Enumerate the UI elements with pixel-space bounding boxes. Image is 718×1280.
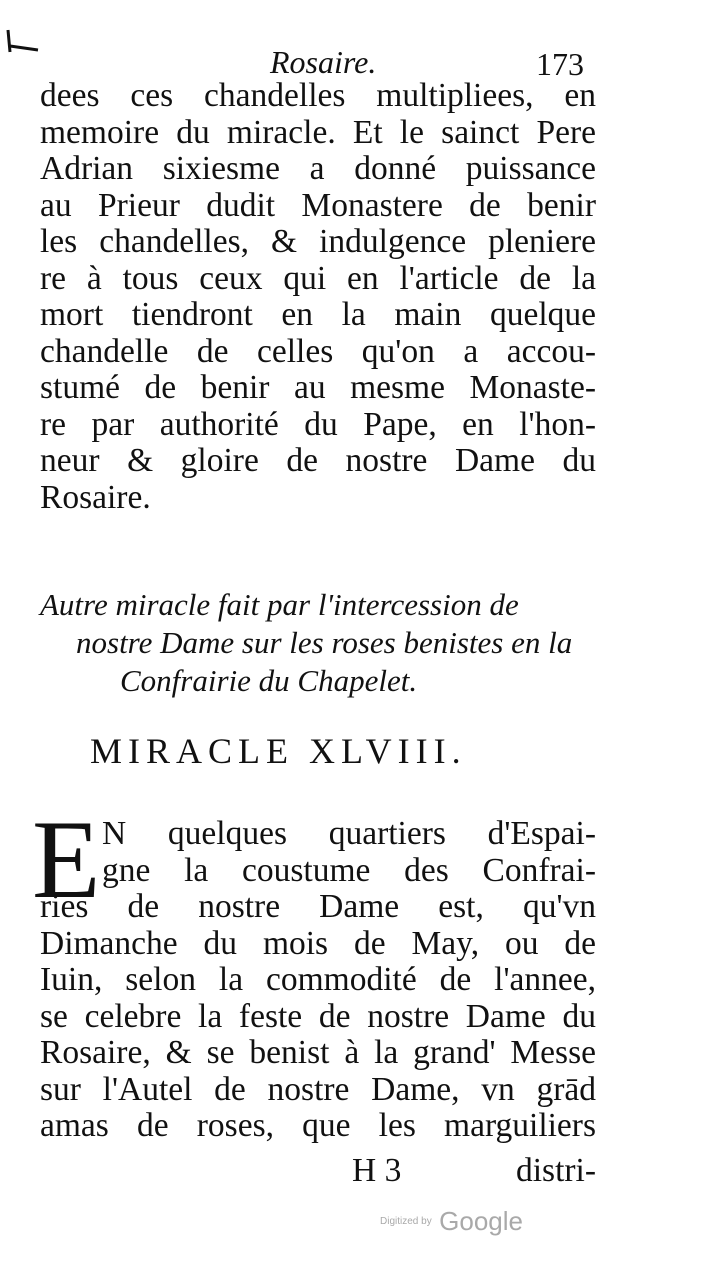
text-line: Rosaire.: [40, 478, 151, 516]
text-line: memoire du miracle. Et le sainct Pere: [40, 113, 596, 151]
text-line: amas de roses, que les marguiliers: [40, 1107, 596, 1144]
text-line: au Prieur dudit Monastere de benir: [40, 186, 596, 224]
text-line: re par authorité du Pape, en l'hon-: [40, 405, 596, 443]
text-line: se celebre la feste de nostre Dame du: [40, 997, 596, 1035]
section-rubric: [40, 586, 596, 700]
running-head: Rosaire.: [270, 44, 377, 80]
digitization-watermark: [380, 1206, 523, 1246]
page-number: 173: [536, 46, 584, 82]
text-line: mort tiendront en la main quelque: [40, 296, 596, 333]
watermark-logo: Google: [439, 1206, 523, 1236]
text-line: re à tous ceux qui en l'article de la: [40, 259, 596, 297]
text-line: dees ces chandelles multipliees, en: [40, 77, 596, 114]
page-corner-mark: [4, 28, 40, 54]
text-line: Dimanche du mois de May, ou de: [40, 924, 596, 962]
text-line: chandelle de celles qu'on a accou-: [40, 332, 596, 370]
text-block-continuation: [40, 78, 596, 516]
rubric-line: Confrairie du Chapelet.: [120, 663, 418, 698]
text-line: N quelques quartiers d'Espai-: [102, 815, 596, 852]
drop-cap-initial: E: [32, 798, 101, 922]
text-line: neur & gloire de nostre Dame du: [40, 442, 596, 479]
text-line: Adrian sixiesme a donné puissance: [40, 150, 596, 187]
text-line: gne la coustume des Confrai-: [102, 851, 596, 889]
watermark-prefix: Digitized by: [380, 1216, 432, 1227]
text-block-miracle: [40, 816, 596, 1145]
text-line: ries de nostre Dame est, qu'vn: [40, 888, 596, 925]
text-line: sur l'Autel de nostre Dame, vn grād: [40, 1070, 596, 1108]
catchword: distri-: [515, 1152, 596, 1189]
text-line: stumé de benir au mesme Monaste-: [40, 369, 596, 406]
text-line: Rosaire, & se benist à la grand' Messe: [40, 1034, 596, 1071]
text-line: les chandelles, & indulgence pleniere: [40, 223, 596, 260]
text-line: Iuin, selon la commodité de l'annee,: [40, 961, 596, 998]
signature-mark: H 3: [352, 1152, 402, 1189]
page-footer: [40, 1152, 596, 1192]
rubric-line: Autre miracle fait par l'intercession de: [40, 587, 519, 622]
chapter-heading: MIRACLE XLVIII.: [90, 731, 467, 771]
rubric-line: nostre Dame sur les roses benistes en la: [76, 625, 573, 660]
